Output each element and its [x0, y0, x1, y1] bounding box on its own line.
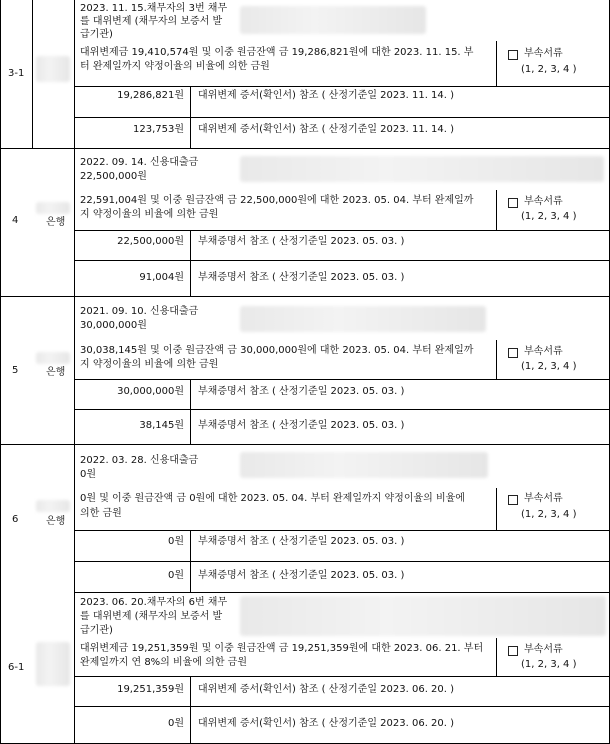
amount-note: 부채증명서 참조 ( 산정기준일 2023. 05. 03. )	[198, 536, 405, 547]
interest-amount: 91,004원	[139, 272, 184, 283]
interest-amount: 123,753원	[132, 124, 184, 135]
sub-row-line	[74, 409, 610, 410]
claim-title: 22,500,000원	[80, 171, 147, 182]
redacted-creditor	[36, 500, 70, 512]
claim-title: 를 대위변제 (채무자의 보증서 발	[80, 611, 223, 622]
amount-note: 부채증명서 참조 ( 산정기준일 2023. 05. 03. )	[198, 236, 405, 247]
sub-row-line	[74, 117, 610, 118]
claim-title: 2022. 03. 28. 신용대출금	[80, 455, 199, 466]
claim-description: 대위변제금 19,251,359원 및 이중 원금잔액 금 19,251,359원에 대한 2023. 06. 21. 부터	[80, 643, 484, 654]
attachment-label: 부속서류	[524, 644, 563, 655]
amount-note: 부채증명서 참조 ( 산정기준일 2023. 05. 03. )	[198, 272, 405, 283]
attach-col-line	[496, 190, 497, 230]
amount-note: 부채증명서 참조 ( 산정기준일 2023. 05. 03. )	[198, 570, 405, 581]
col-separator	[32, 0, 33, 148]
amount-note: 대위변제 증서(확인서) 참조 ( 산정기준일 2023. 11. 14. )	[198, 90, 455, 101]
row-number: 6	[12, 514, 19, 525]
claim-title: 2022. 09. 14. 신용대출금	[80, 157, 199, 168]
attachment-numbers: (1, 2, 3, 4 )	[521, 659, 577, 670]
redacted-detail	[240, 156, 604, 182]
amount-note: 대위변제 증서(확인서) 참조 ( 산정기준일 2023. 06. 20. )	[198, 684, 455, 695]
row-separator	[0, 148, 610, 149]
attach-col-line	[496, 638, 497, 676]
claim-title: 를 대위변제 (채무자의 보증서 발	[80, 16, 223, 27]
sub-row-line	[74, 260, 610, 261]
claim-description: 의한 금원	[80, 508, 122, 519]
attachment-label: 부속서류	[524, 196, 563, 207]
creditor-bank: 은행	[46, 217, 66, 228]
claim-description: 완제일까지 연 8%의 비율에 의한 금원	[80, 657, 247, 668]
redacted-creditor	[36, 642, 70, 686]
row-separator	[74, 592, 610, 593]
claim-description: 지 약정이율의 비율에 의한 금원	[80, 359, 219, 370]
col-separator	[74, 0, 75, 744]
principal-amount: 19,251,359원	[117, 684, 184, 695]
amount-note: 부채증명서 참조 ( 산정기준일 2023. 05. 03. )	[198, 420, 405, 431]
interest-amount: 38,145원	[139, 420, 184, 431]
redacted-detail	[240, 306, 486, 332]
attachment-label: 부속서류	[524, 346, 563, 357]
amount-col-line	[190, 676, 191, 744]
row-number: 5	[12, 365, 19, 376]
attachment-checkbox[interactable]	[508, 495, 518, 505]
claim-title: 2023. 11. 15.채무자의 3번 채무	[80, 3, 228, 14]
amount-note: 대위변제 증서(확인서) 참조 ( 산정기준일 2023. 11. 14. )	[198, 124, 455, 135]
redacted-creditor	[36, 56, 70, 82]
amount-col-line	[190, 379, 191, 444]
redacted-detail	[240, 452, 488, 478]
attachment-checkbox[interactable]	[508, 646, 518, 656]
claim-title: 2023. 06. 20.채무자의 6번 채무	[80, 597, 228, 608]
table-border-left	[0, 0, 1, 744]
attach-col-line	[496, 340, 497, 379]
sub-row-line	[74, 706, 610, 707]
row-separator	[0, 444, 610, 445]
claim-title: 2021. 09. 10. 신용대출금	[80, 306, 199, 317]
claim-title: 급기관)	[80, 29, 113, 40]
principal-amount: 19,286,821원	[117, 90, 184, 101]
claim-title: 급기관)	[80, 625, 113, 636]
principal-amount: 22,500,000원	[117, 236, 184, 247]
interest-amount: 0원	[167, 718, 184, 729]
attachment-numbers: (1, 2, 3, 4 )	[521, 64, 577, 75]
principal-amount: 30,000,000원	[117, 386, 184, 397]
attachment-label: 부속서류	[524, 493, 563, 504]
redacted-creditor	[36, 352, 70, 364]
redacted-detail	[240, 596, 606, 636]
redacted-detail	[240, 6, 426, 34]
amount-note: 대위변제 증서(확인서) 참조 ( 산정기준일 2023. 06. 20. )	[198, 718, 455, 729]
sub-row-line	[74, 379, 610, 380]
row-number: 6-1	[8, 662, 25, 673]
row-number: 4	[12, 215, 19, 226]
claim-description: 22,591,004원 및 이중 원금잔액 금 22,500,000원에 대한 2023. 05. 04. 부터 완제일까	[80, 195, 474, 206]
attachment-numbers: (1, 2, 3, 4 )	[521, 509, 577, 520]
row-separator	[0, 296, 610, 297]
principal-amount: 0원	[167, 536, 184, 547]
claim-title: 0원	[80, 469, 97, 480]
attachment-label: 부속서류	[524, 48, 563, 59]
claim-description: 대위변제금 19,410,574원 및 이중 원금잔액 금 19,286,821원에 대한 2023. 11. 15. 부	[80, 47, 474, 58]
amount-col-line	[190, 230, 191, 296]
claim-title: 30,000,000원	[80, 320, 147, 331]
attach-col-line	[496, 41, 497, 86]
attachment-checkbox[interactable]	[508, 198, 518, 208]
claim-description: 30,038,145원 및 이중 원금잔액 금 30,000,000원에 대한 2023. 05. 04. 부터 완제일까	[80, 345, 474, 356]
sub-row-line	[74, 86, 610, 87]
creditor-bank: 은행	[46, 367, 66, 378]
attachment-checkbox[interactable]	[508, 50, 518, 60]
attachment-numbers: (1, 2, 3, 4 )	[521, 361, 577, 372]
amount-col-line	[190, 86, 191, 148]
sub-row-line	[74, 676, 610, 677]
amount-col-line	[190, 530, 191, 592]
row-number: 3-1	[8, 68, 25, 79]
sub-row-line	[74, 561, 610, 562]
sub-row-line	[74, 230, 610, 231]
attachment-numbers: (1, 2, 3, 4 )	[521, 211, 577, 222]
claim-description: 지 약정이율의 비율에 의한 금원	[80, 209, 219, 220]
redacted-creditor	[36, 202, 70, 214]
amount-note: 부채증명서 참조 ( 산정기준일 2023. 05. 03. )	[198, 386, 405, 397]
claim-description: 0원 및 이중 원금잔액 금 0원에 대한 2023. 05. 04. 부터 완제일까지 약정이율의 비율에	[80, 493, 465, 504]
creditor-bank: 은행	[46, 516, 66, 527]
attach-col-line	[496, 488, 497, 530]
claim-description: 터 완제일까지 약정이율의 비율에 의한 금원	[80, 61, 270, 72]
interest-amount: 0원	[167, 570, 184, 581]
attachment-checkbox[interactable]	[508, 348, 518, 358]
sub-row-line	[74, 530, 610, 531]
